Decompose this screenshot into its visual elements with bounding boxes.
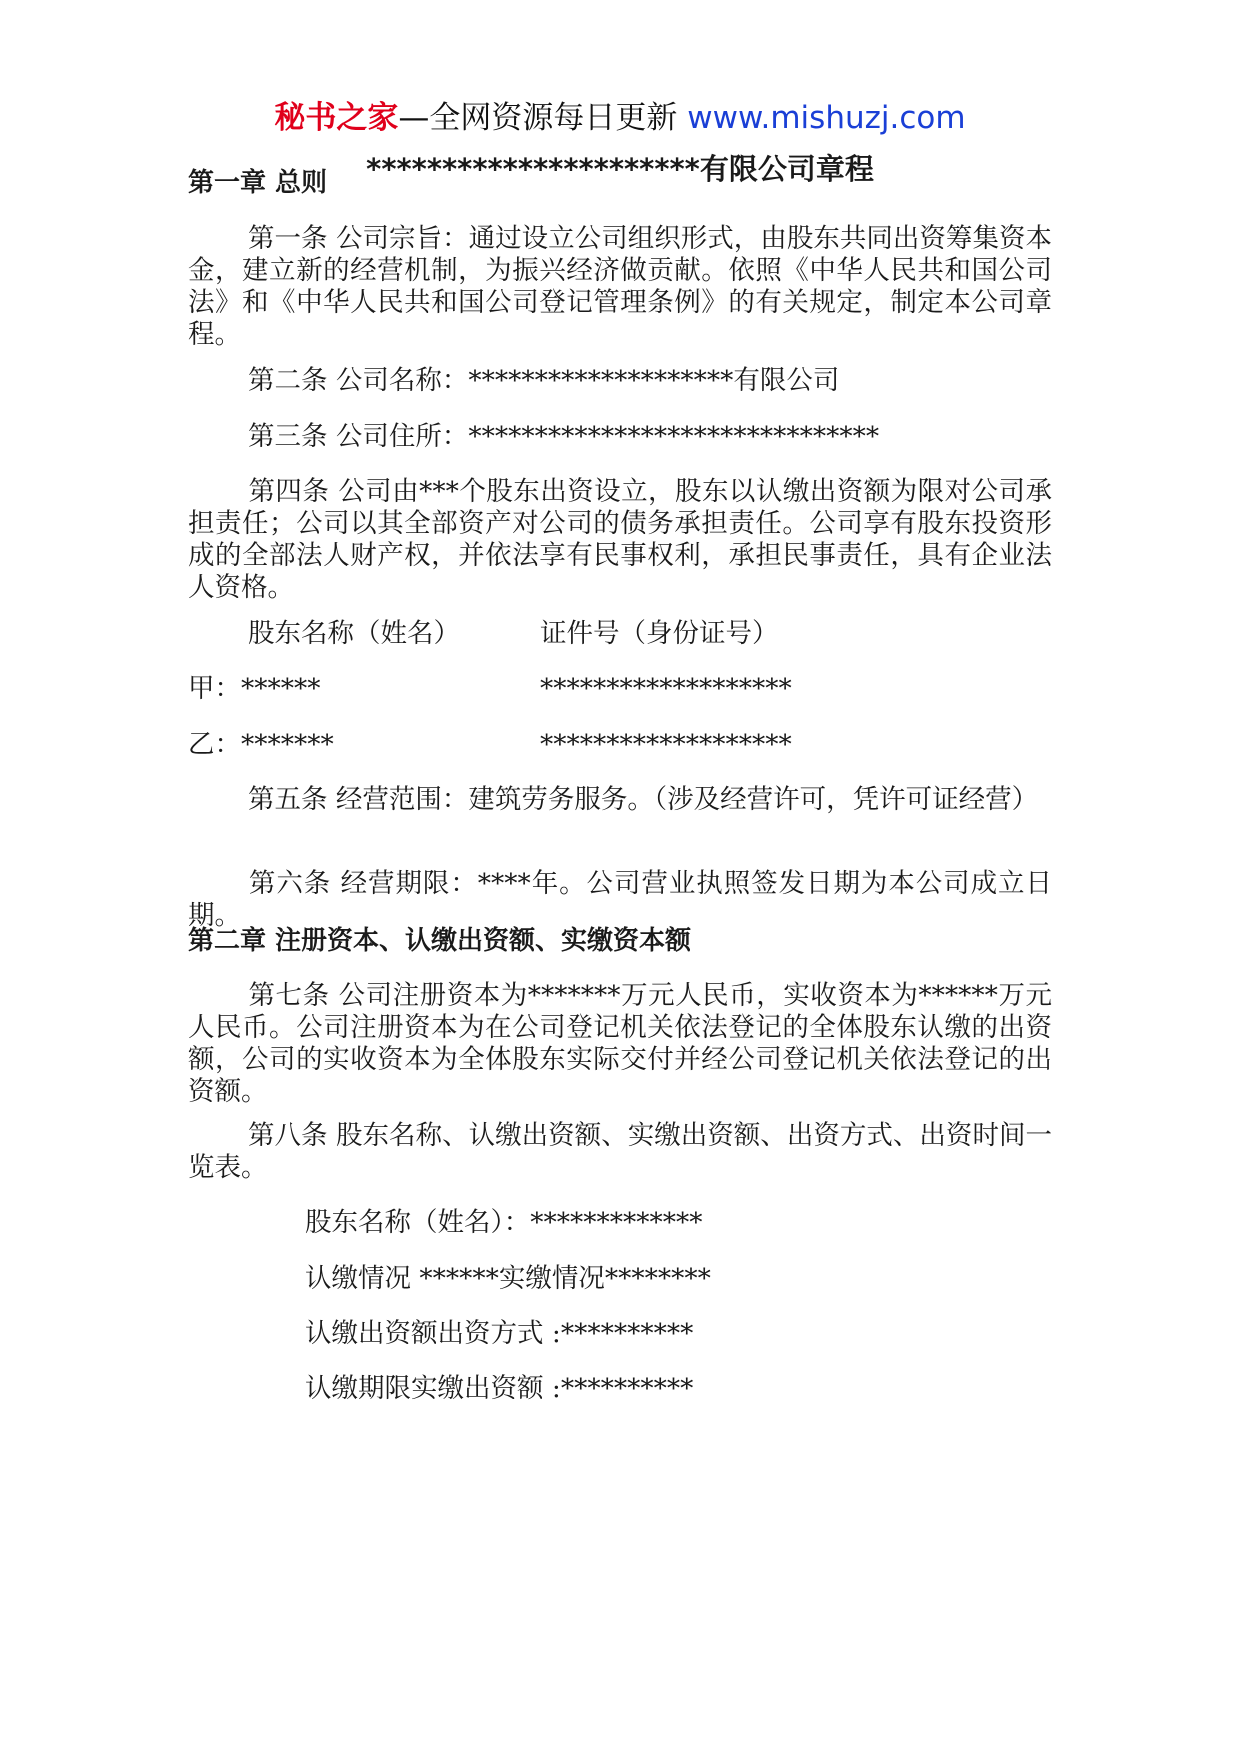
document-title: **********************有限公司章程 — [366, 152, 874, 186]
banner-tagline: —全网资源每日更新 — [398, 100, 688, 136]
chapter-2-heading: 第二章 注册资本、认缴出资额、实缴资本额 — [188, 926, 692, 956]
article-8 — [188, 1120, 1052, 1184]
site-banner — [0, 98, 1240, 138]
shareholder-row-id: ******************* — [540, 729, 792, 760]
article-7 — [188, 980, 1052, 1108]
article-4 — [188, 476, 1052, 604]
brand-name: 秘书之家 — [274, 100, 399, 136]
article-3: 第三条 公司住所：******************************* — [248, 421, 880, 452]
shareholder-row-name: 乙：******* — [188, 729, 334, 760]
article-7-text: 第七条 公司注册资本为*******万元人民币，实收资本为******万元人民币。公司注册资本为在公司登记机关依法登记的全体股东认缴的出资额，公司的实收资本为全体股东实际交付并经公司登记机关依法登记的出资额。 — [188, 980, 1052, 1107]
shareholder-row-id: ******************* — [540, 673, 792, 704]
shareholder-header-id: 证件号（身份证号） — [540, 618, 779, 649]
shareholder-row-name: 甲：****** — [188, 673, 321, 704]
site-url-link[interactable]: www.mishuzj.com — [687, 100, 966, 136]
article-6 — [188, 868, 1052, 932]
article-6-text: 第六条 经营期限：****年。公司营业执照签发日期为本公司成立日期。 — [188, 868, 1052, 931]
article-1 — [188, 223, 1052, 351]
article-5-text: 第五条 经营范围：建筑劳务服务。（涉及经营许可，凭许可证经营） — [248, 784, 1039, 815]
shareholder-header-name: 股东名称（姓名） — [248, 618, 460, 649]
table-item: 认缴情况 ******实缴情况******** — [305, 1263, 711, 1294]
table-item: 认缴出资额出资方式 :********** — [305, 1318, 694, 1349]
article-8-text: 第八条 股东名称、认缴出资额、实缴出资额、出资方式、出资时间一览表。 — [188, 1120, 1052, 1183]
article-5 — [188, 784, 1052, 816]
article-4-text: 第四条 公司由***个股东出资设立，股东以认缴出资额为限对公司承担责任；公司以其全部资产对公司的债务承担责任。公司享有股东投资形成的全部法人财产权，并依法享有民事权利，承担民事责任，具有企业法人资格。 — [188, 476, 1052, 603]
article-1-text: 第一条 公司宗旨：通过设立公司组织形式，由股东共同出资筹集资本金，建立新的经营机制，为振兴经济做贡献。依照《中华人民共和国公司法》和《中华人民共和国公司登记管理条例》的有关规定，制定本公司章程。 — [188, 223, 1052, 350]
table-item: 认缴期限实缴出资额 :********** — [305, 1373, 694, 1404]
table-item: 股东名称（姓名）：************* — [305, 1207, 703, 1238]
chapter-1-heading: 第一章 总则 — [188, 168, 328, 198]
article-2: 第二条 公司名称：********************有限公司 — [248, 365, 840, 396]
